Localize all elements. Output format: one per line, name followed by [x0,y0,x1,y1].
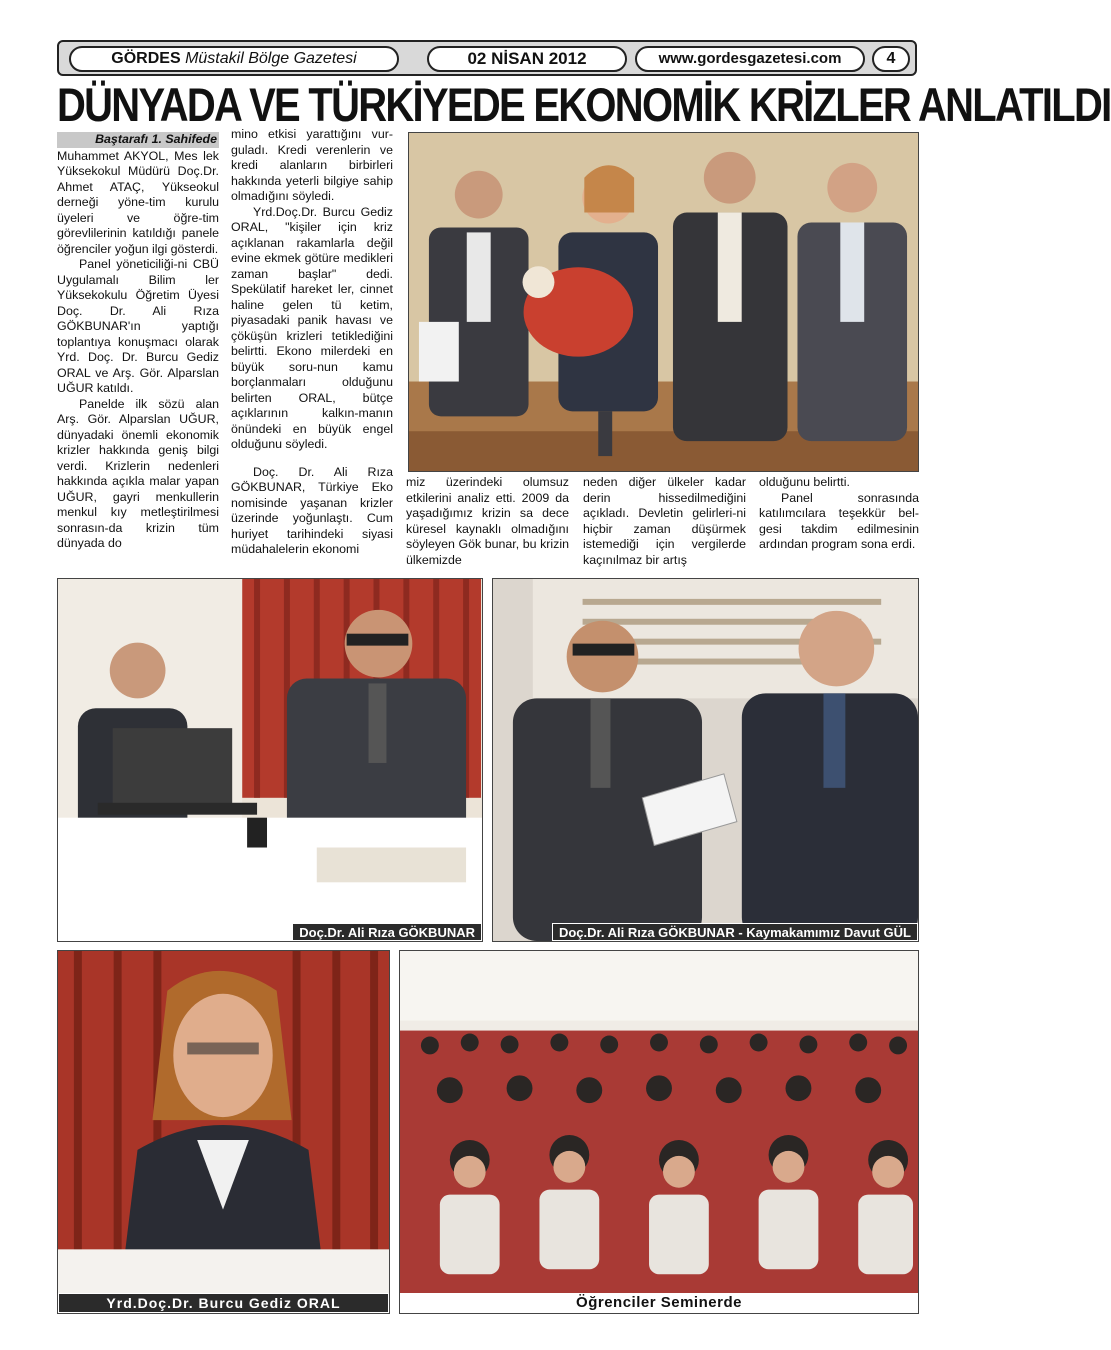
speaker-photo-caption: Yrd.Doç.Dr. Burcu Gediz ORAL [58,1293,389,1313]
paragraph: Panel sonrasında katılımcılara teşekkür bel-gesi takdim edilmesinin ardından program sona erdi. [759,490,919,551]
paragraph: miz üzerindeki olumsuz etkilerini analiz etti. 2009 da yaşadığımız krizin sa dece küresel kaynaklı olmadığını söyleyen Gök bunar, bu krizin ülkemizde [406,475,569,567]
article-column-5 [759,475,919,570]
audience-photo [399,950,919,1314]
issue-date: 02 NİSAN 2012 [427,46,627,72]
audience-photo-caption: Öğrenciler Seminerde [400,1293,918,1313]
website-link[interactable]: www.gordesgazetesi.com [635,46,865,72]
panel-photo-caption: Doç.Dr. Ali Rıza GÖKBUNAR [292,923,482,941]
article-column-1 [57,132,219,572]
paragraph: Panel yöneticiliği-ni CBÜ Uygulamalı Bilim ler Yüksekokulu Öğretim Üyesi Doç. Dr. Ali Rıza GÖKBUNAR'ın yaptığı toplantıya konuşmacı olarak Yrd. Doç. Dr. Burcu Gediz ORAL ve Arş. Gör. Alparslan UĞUR katıldı. [57,257,219,395]
group-photo [408,132,919,472]
paper-tagline: Müstakil Bölge Gazetesi [185,50,357,67]
article-column-4 [583,475,746,570]
paper-name-pill [69,46,399,72]
paragraph: Muhammet AKYOL, Mes lek Yüksekokul Müdürü Doç.Dr. Ahmet ATAÇ, Yükseokul derneği yöne-tim kurulu üyeleri ve öğre-tim görevlilerinin katıldığı panele öğrenciler yoğun ilgi gösterdi. [57,148,219,256]
speaker-photo [57,950,390,1314]
masthead-bar [57,40,917,76]
panel-photo-image [58,579,482,941]
group-photo-image [409,133,918,471]
paragraph: Yrd.Doç.Dr. Burcu Gediz ORAL, "kişiler için kriz açıklanan rakamlarla değil evine ekmek götüre medikleri zaman başlar" dedi. Spekülatif hareket ler, cinnet haline gelen tü ketim, piyasadaki panik havası ve çöküşün krizleri tetiklediğini belirtti. Ekono milerdeki en büyük soru-nun kamu borçlanmaları olduğunu belirten ORAL, bütçe açıklarının kalkın-manın önündeki en büyük engel olduğunu söyledi. [231,204,393,451]
article-headline: DÜNYADA VE TÜRKİYEDE EKONOMİK KRİZLER ANLATILDI [57,78,1111,131]
article-column-3 [406,475,569,570]
paragraph: neden diğer ülkeler kadar derin hissedilmediğini açıkladı. Devletin gelirleri-ni hiçbir zaman düşürmek istemediği için vergilerde kaçınılmaz bir artış [583,475,746,567]
continued-from-tag: Baştarafı 1. Sahifede [57,132,219,148]
certificate-photo [492,578,919,942]
paragraph: Panelde ilk sözü alan Arş. Gör. Alparslan UĞUR, dünyadaki önemli ekonomik krizler hakkında geniş bilgi verdi. Krizlerin nedenleri hakkında açıkla malar yapan UĞUR, gayri menkullerin menkul kıy metleştirilmesi sonrasın-da krizin tüm dünyada do [57,396,219,550]
panel-photo [57,578,483,942]
audience-photo-image [400,951,918,1313]
certificate-photo-caption: Doç.Dr. Ali Rıza GÖKBUNAR - Kaymakamımız Davut GÜL [552,923,918,941]
certificate-photo-image [493,579,918,941]
article-column-2 [231,127,393,572]
page-number: 4 [872,46,910,72]
speaker-photo-image [58,951,389,1313]
paragraph: mino etkisi yarattığını vur-guladı. Kredi verenlerin ve kredi alanların birbirleri hakkında yeterli bilgiye sahip olmadığını söyledi. [231,127,393,203]
paragraph: olduğunu belirtti. [759,475,850,489]
paper-name: GÖRDES [111,50,181,67]
paragraph: Doç. Dr. Ali Rıza GÖKBUNAR, Türkiye Eko nomisinde yaşanan krizler üzerinde yoğunlaştı. Cum huriyet tarihindeki siyasi müdahalelerin ekonomi [231,464,393,556]
